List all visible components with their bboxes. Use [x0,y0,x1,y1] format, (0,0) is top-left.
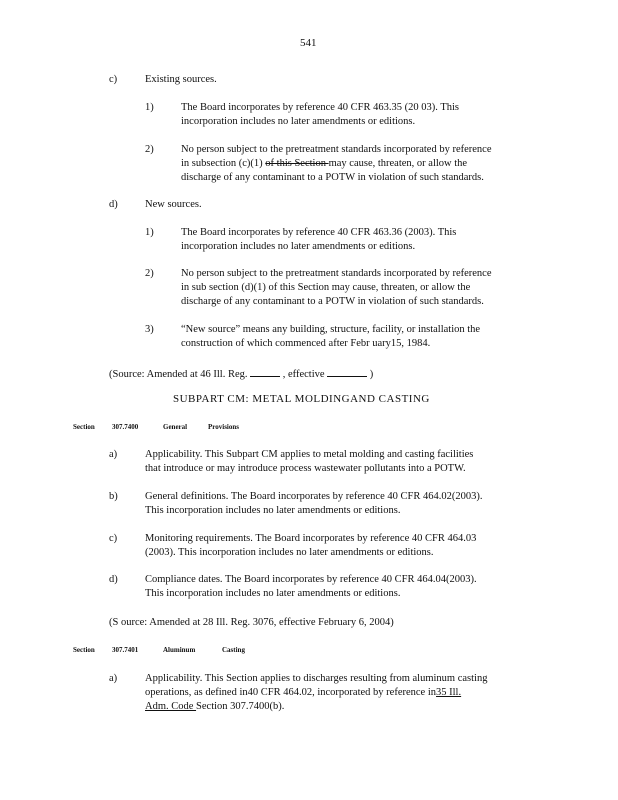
s7400-a-num: a) [109,449,118,460]
s7401-a-line-3 [145,700,284,714]
section-7401-number: 307.7401 [112,645,139,655]
d2-line-3: discharge of any contaminant to a POTW in violation of such standards. [181,296,484,307]
subsection-d-title: New sources. [145,199,202,210]
d3-line-2: construction of which commenced after Febr uary15, 1984. [181,338,431,349]
d2-line-1: No person subject to the pretreatment standards incorporated by reference [181,268,492,279]
d2-num: 2) [145,268,154,279]
section-7400-label: Section [73,422,95,432]
c2-line-2 [181,157,467,171]
section-7400-title-2: Provisions [208,422,239,432]
c2-struck-text: of this Section [265,158,329,169]
source-note-1 [109,366,373,382]
c1-line-1: The Board incorporates by reference 40 CFR 463.35 (20 03). This [181,102,459,113]
s7400-c-num: c) [109,533,118,544]
c2-num: 2) [145,144,154,155]
c2-line-3: discharge of any contaminant to a POTW in violation of such standards. [181,172,484,183]
section-7400-title: General [163,422,188,432]
s7400-d-line-2: This incorporation includes no later amendments or editions. [145,588,401,599]
s7401-a-line-2 [145,686,461,700]
c2-line-1: No person subject to the pretreatment standards incorporated by reference [181,144,492,155]
subsection-c-title: Existing sources. [145,74,217,85]
source-note-1-post: ) [367,369,374,380]
c1-line-2: incorporation includes no later amendments or editions. [181,116,416,127]
d2-line-2: in sub section (d)(1) of this Section may cause, threaten, or allow the [181,282,471,293]
section-7401-label: Section [73,645,95,655]
c2-line-2-post: may cause, threaten, or allow the [328,158,468,169]
s7400-b-line-1: General definitions. The Board incorporates by reference 40 CFR 464.02(2003). [145,491,483,502]
s7401-a-line-1: Applicability. This Section applies to discharges resulting from aluminum casting [145,673,488,684]
s7400-c-line-1: Monitoring requirements. The Board incorporates by reference 40 CFR 464.03 [145,533,477,544]
s7400-a-line-2: that introduce or may introduce process wastewater pollutants into a POTW. [145,463,466,474]
subsection-c-label: c) [109,74,118,85]
section-7401-title: Aluminum [163,645,196,655]
subpart-heading: SUBPART CM: METAL MOLDINGAND CASTING [173,393,430,405]
s7400-b-line-2: This incorporation includes no later amendments or editions. [145,505,401,516]
d3-num: 3) [145,324,154,335]
s7401-a-num: a) [109,673,118,684]
section-7400-number: 307.7400 [112,422,139,432]
s7401-inserted-text-2: Adm. Code [145,701,197,712]
s7401-inserted-text-1: 35 Ill. [436,687,462,698]
page-number: 541 [300,37,317,49]
register-page-blank [250,366,280,377]
subsection-d-label: d) [109,199,118,210]
source-note-2: (S ource: Amended at 28 Ill. Reg. 3076, effective February 6, 2004) [109,617,394,628]
s7400-d-num: d) [109,574,118,585]
source-note-1-pre: (Source: Amended at 46 Ill. Reg. [109,369,251,380]
s7400-d-line-1: Compliance dates. The Board incorporates by reference 40 CFR 464.04(2003). [145,574,477,585]
d1-line-1: The Board incorporates by reference 40 CFR 463.36 (2003). This [181,227,457,238]
section-7401-title-2: Casting [222,645,245,655]
s7401-a-line-3-text: Section 307.7400(b). [196,701,285,712]
s7400-c-line-2: (2003). This incorporation includes no later amendments or editions. [145,547,434,558]
d1-line-2: incorporation includes no later amendments or editions. [181,241,416,252]
source-note-1-mid: , effective [280,369,328,380]
effective-date-blank [327,366,367,377]
d1-num: 1) [145,227,154,238]
d3-line-1: “New source” means any building, structure, facility, or installation the [181,324,481,335]
s7401-a-line-2-text: operations, as defined in40 CFR 464.02, incorporated by reference in [145,687,437,698]
c2-line-2-pre: in subsection (c)(1) [181,158,266,169]
c1-num: 1) [145,102,154,113]
s7400-a-line-1: Applicability. This Subpart CM applies to metal molding and casting facilities [145,449,474,460]
s7400-b-num: b) [109,491,118,502]
